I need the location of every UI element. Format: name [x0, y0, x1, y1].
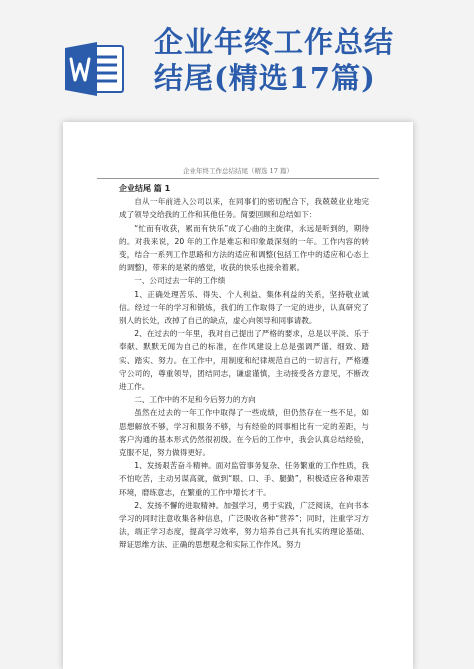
paragraph: 1、正确处理苦乐、得失、个人利益、集体利益的关系，坚持敬业诚信。经过一年的学习和锻炼，我们的工作取得了一定的进步，认真研究了别人的长处，改掉了自己的缺点，虚心向领导和同事请教。 [119, 289, 369, 326]
paragraph: 2、发扬不懈的进取精神。加强学习，勇于实践，广泛阅读，在向书本学习的同时注意收集各种信息，广泛吸收各种“营养”；同时，注重学习方法，端正学习态度，提高学习效率，努力培养自己具有扎实的理论基础、辩证思维方法、正确的思想观念和实际工作作风。努力 [119, 500, 369, 550]
word-icon [63, 40, 125, 98]
paragraph: 1、发扬艰苦奋斗精神。面对监管事务复杂、任务繁重的工作性质，我不怕吃苦，主动另谋高就，做到“眼、口、手、腿勤”，积极适应各种艰苦环境，磨练意志，在繁重的工作中增长才干。 [119, 461, 369, 497]
document-body [119, 182, 369, 552]
paragraph: 自从一年前进入公司以来，在同事们的密切配合下，我兢兢业业地完成了领导交给我的工作和其他任务。简要回顾和总结如下： [119, 197, 369, 220]
paragraph: 2、在过去的一年里，我对自己提出了严格的要求，总是以平淡、乐于奉献、默默无闻为自己的标准，在作风建设上总是强调严谨、细致、踏实、踏实、努力。在工作中，用制度和纪律规范自己的一切言行，严格遵守公司的，尊重领导，团结同志，谦虚谨慎，主动接受各方意见，不断改进工作。 [119, 329, 369, 392]
section-title: 企业结尾 篇 1 [119, 184, 171, 193]
paragraph: 虽然在过去的一年工作中取得了一些成绩，但仍然存在一些不足，如思想解放不够，学习和服务不够，与有经验的同事相比有一定的差距，与客户沟通的基本形式仍然很初级。在今后的工作中，我会认真总结经验，克服不足，努力做得更好。 [119, 408, 369, 458]
title-line-2: 结尾(精选17篇) [154, 61, 376, 95]
page-title [154, 24, 470, 96]
document-header: 企业年终工作总结结尾（精选 17 篇） [183, 167, 293, 175]
header-rule [97, 178, 379, 179]
title-line-1: 企业年终工作总结 [154, 25, 395, 59]
paragraph: “忙而有收获，累而有快乐”成了心曲的主旋律，永远是听到的，期待的。对我来说，20 年的工作是难忘和印象最深刻的一年。工作内容的转变，结合一系列工作思路和方法的适应和调整(包括工作中的适应和心态上的调整)，带来的是紧的感觉，收获的快乐也接余着累。 [119, 223, 369, 273]
banner [0, 0, 474, 118]
document-page [63, 122, 413, 669]
section-heading: 二、工作中的不足和今后努力的方向 [134, 395, 256, 405]
section-heading: 一、公司过去一年的工作绩 [134, 276, 226, 286]
